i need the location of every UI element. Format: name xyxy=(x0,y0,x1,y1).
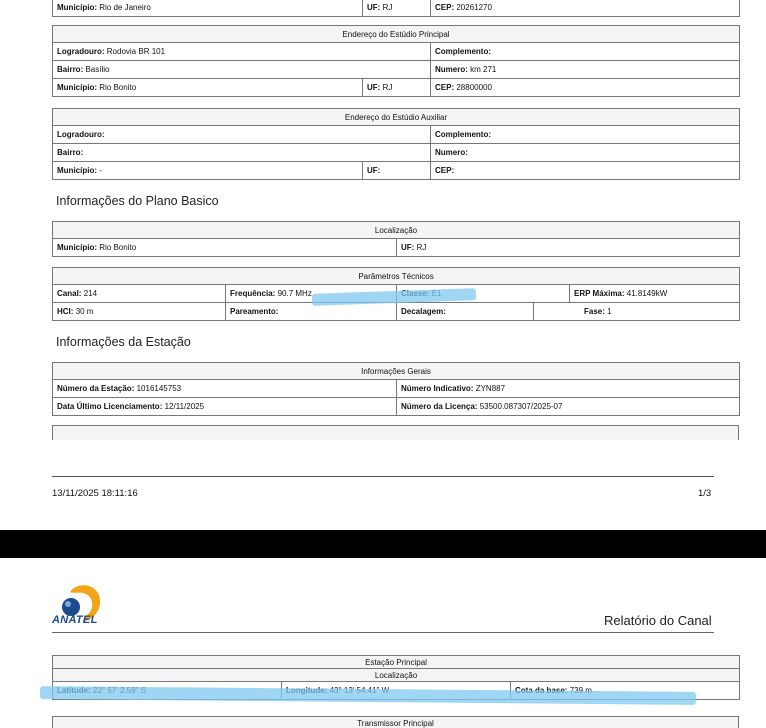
table-row xyxy=(53,656,740,669)
table-row xyxy=(53,144,740,162)
table-row xyxy=(53,363,740,380)
table-row xyxy=(53,162,740,180)
canal-cell: Canal: 214 xyxy=(53,285,226,303)
numero-licenca-cell: Número da Licença: 53500.087307/2025-07 xyxy=(397,398,740,416)
decalagem-cell: Decalagem: xyxy=(397,303,534,321)
transmissor-table xyxy=(52,716,739,728)
table-row xyxy=(53,61,740,79)
bairro-cell: Bairro: Basílio xyxy=(53,61,431,79)
table-header: Parâmetros Técnicos xyxy=(53,268,740,285)
data-licenciamento-cell: Data Último Licenciamento: 12/11/2025 xyxy=(53,398,397,416)
table-row xyxy=(53,222,740,239)
table-row xyxy=(53,126,740,144)
municipio-cell: Município: - xyxy=(53,162,363,180)
plano-basico-heading: Informações do Plano Basico xyxy=(56,194,219,208)
numero-estacao-cell: Número da Estação: 1016145753 xyxy=(53,380,397,398)
estudio-top-table xyxy=(52,0,740,17)
estudio-principal-table xyxy=(52,25,740,97)
cep-cell: CEP: 28800000 xyxy=(431,79,740,97)
table-row xyxy=(53,26,740,43)
table-row xyxy=(53,303,740,321)
logo-text: ANATEL xyxy=(52,614,98,626)
municipio-cell: Município: Rio Bonito xyxy=(53,79,363,97)
numero-cell: Numero: km 271 xyxy=(431,61,740,79)
estudio-auxiliar-table xyxy=(52,108,740,180)
bairro-cell: Bairro: xyxy=(53,144,431,162)
report-page-2 xyxy=(0,558,766,728)
table-fragment xyxy=(52,425,739,440)
table-row xyxy=(53,268,740,285)
pareamento-cell: Pareamento: xyxy=(226,303,397,321)
municipio-cell: Município: Rio de Janeiro xyxy=(53,0,363,17)
logradouro-cell: Logradouro: xyxy=(53,126,431,144)
table-row xyxy=(53,239,740,257)
table-header: Informações Gerais xyxy=(53,363,740,380)
table-row xyxy=(53,109,740,126)
logradouro-cell: Logradouro: Rodovia BR 101 xyxy=(53,43,431,61)
cep-cell: CEP: 20261270 xyxy=(431,0,740,17)
erp-cell: ERP Máxima: 41.8149kW xyxy=(570,285,740,303)
table-row xyxy=(53,43,740,61)
complemento-cell: Complemento: xyxy=(431,43,740,61)
uf-cell: UF: xyxy=(363,162,431,180)
informacoes-gerais-table xyxy=(52,362,740,416)
table-row xyxy=(53,717,739,728)
hci-cell: HCI: 30 m xyxy=(53,303,226,321)
uf-cell: UF: RJ xyxy=(363,79,431,97)
table-header: Endereço do Estúdio Principal xyxy=(53,26,740,43)
table-header: Estação Principal xyxy=(53,656,740,669)
table-header: Endereço do Estúdio Auxiliar xyxy=(53,109,740,126)
localizacao-table xyxy=(52,221,740,257)
fase-cell: Fase: 1 xyxy=(534,303,740,321)
uf-cell: UF: RJ xyxy=(397,239,740,257)
cep-cell: CEP: xyxy=(431,162,740,180)
table-row xyxy=(53,0,740,17)
table-row xyxy=(53,79,740,97)
numero-indicativo-cell: Número Indicativo: ZYN887 xyxy=(397,380,740,398)
frequencia-cell: Frequência: 90.7 MHz xyxy=(226,285,397,303)
table-row xyxy=(53,398,740,416)
footer-datetime: 13/11/2025 18:11:16 xyxy=(52,488,138,499)
table-row xyxy=(53,380,740,398)
footer-divider xyxy=(52,476,714,477)
estacao-heading: Informações da Estação xyxy=(56,335,191,349)
table-subheader: Localização xyxy=(53,669,740,682)
numero-cell: Numero: xyxy=(431,144,740,162)
header-divider xyxy=(52,632,714,633)
complemento-cell: Complemento: xyxy=(431,126,740,144)
table-header: Localização xyxy=(53,222,740,239)
municipio-cell: Município: Rio Bonito xyxy=(53,239,397,257)
table-row xyxy=(53,669,740,682)
report-title: Relatório do Canal xyxy=(604,613,712,628)
page-separator xyxy=(0,530,766,558)
footer-page-number: 1/3 xyxy=(698,488,712,499)
uf-cell: UF: RJ xyxy=(363,0,431,17)
table-header: Transmissor Principal xyxy=(53,717,739,728)
